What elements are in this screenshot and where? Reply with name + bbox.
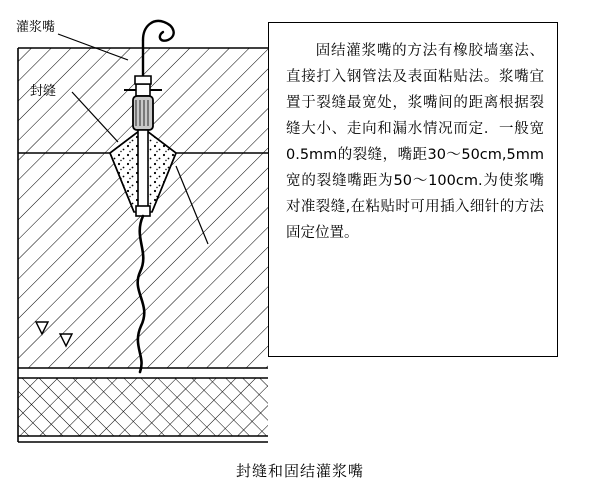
foundation-band <box>18 378 268 442</box>
note-text <box>286 38 544 246</box>
label-seal: 封缝 <box>30 84 57 99</box>
figure-caption: 封缝和固结灌浆嘴 <box>235 462 364 480</box>
note-body: 固结灌浆嘴的方法有橡胶墙塞法、直接打入钢管法及表面粘贴法。浆嘴宜置于裂缝最宽处，浆嘴间的距离根据裂缝大小、走向和漏水情况而定．一般宽0.5mm的裂缝，嘴距30～50cm,5mm宽的裂缝嘴距为50～100cm.为使浆嘴对准裂缝,在粘贴时可用插入细针的方法固定位置。 <box>286 43 544 241</box>
label-grout-nozzle: 灌浆嘴 <box>16 20 56 35</box>
